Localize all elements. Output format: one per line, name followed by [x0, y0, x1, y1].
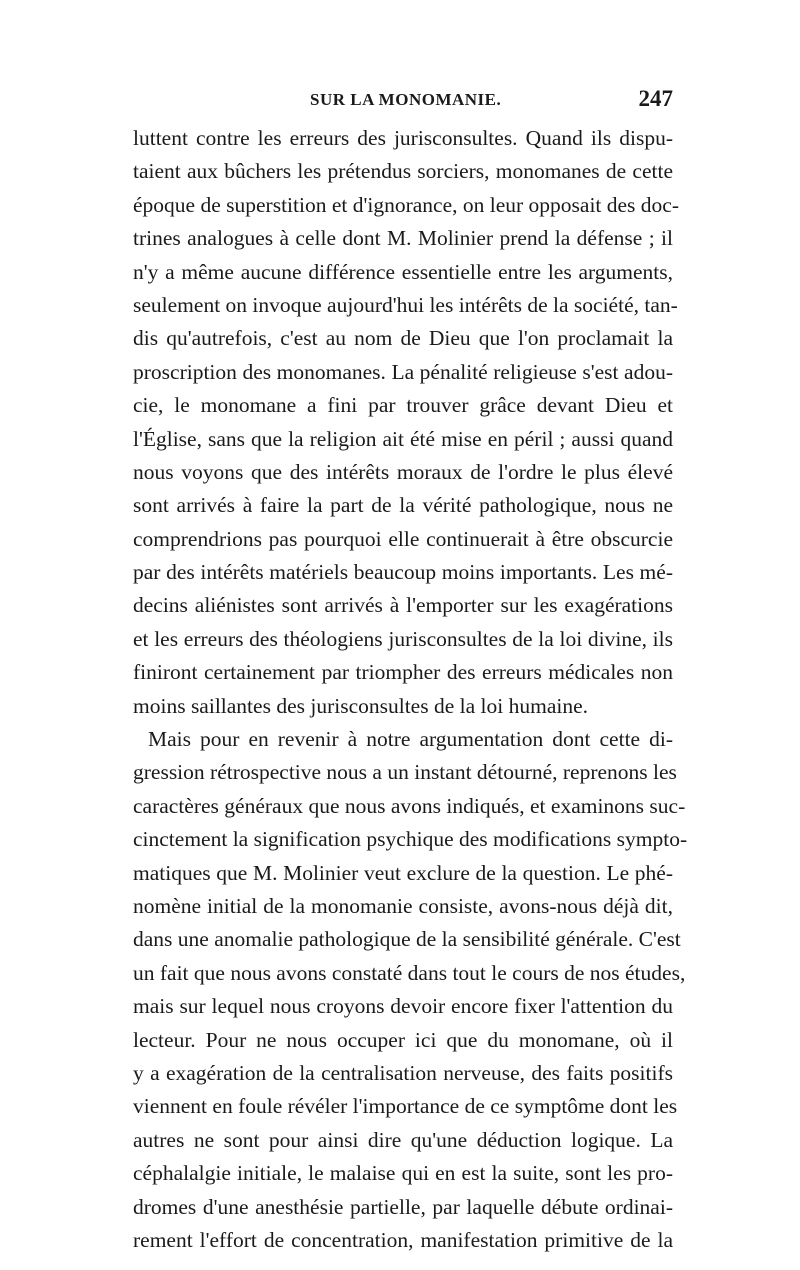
text-line: luttent contre les erreurs des jurisconsultes. Quand ils dispu- [133, 126, 673, 150]
text-line: sont arrivés à faire la part de la vérité pathologique, nous ne [133, 493, 673, 518]
paragraph-1 [133, 122, 680, 723]
text-line: par des intérêts matériels beaucoup moins importants. Les mé- [133, 560, 673, 585]
text-line: cinctement la signification psychique des modifications sympto- [133, 827, 688, 852]
text-line: mais sur lequel nous croyons devoir encore fixer l'attention du [133, 994, 673, 1019]
page-number: 247 [638, 86, 673, 111]
text-line: finiront certainement par triompher des erreurs médicales non [133, 660, 673, 685]
text-line: gression rétrospective nous a un instant détourné, reprenons les [133, 760, 677, 785]
text-line: comprendrions pas pourquoi elle continuerait à être obscurcie [133, 526, 673, 551]
text-line: trines analogues à celle dont M. Molinier prend la défense ; il [133, 226, 673, 251]
running-title: SUR LA MONOMANIE. [310, 90, 502, 109]
text-line: l'Église, sans que la religion ait été mise en péril ; aussi quand [133, 426, 673, 451]
text-line: n'y a même aucune différence essentielle entre les arguments, [133, 259, 673, 284]
text-line: seulement on invoque aujourd'hui les intérêts de la société, tan- [133, 292, 678, 317]
text-line: dis qu'autrefois, c'est au nom de Dieu que l'on proclamait la [133, 326, 673, 351]
text-line: céphalalgie initiale, le malaise qui en est la suite, sont les pro- [133, 1161, 673, 1186]
text-line: caractères généraux que nous avons indiqués, et examinons suc- [133, 793, 686, 818]
text-line: dromes d'une anesthésie partielle, par laquelle débute ordinai- [133, 1194, 673, 1219]
text-line: rement l'effort de concentration, manifestation primitive de la [133, 1227, 673, 1252]
text-line: dans une anomalie pathologique de la sensibilité générale. C'est [133, 927, 681, 952]
text-line: moins saillantes des jurisconsultes de la loi humaine. [133, 693, 589, 718]
text-line: époque de superstition et d'ignorance, on leur opposait des doc- [133, 192, 680, 217]
text-line: nomène initial de la monomanie consiste, avons-nous déjà dit, [133, 893, 673, 918]
text-line: autres ne sont pour ainsi dire qu'une déduction logique. La [133, 1127, 673, 1152]
text-line: lecteur. Pour ne nous occuper ici que du monomane, où il [133, 1027, 673, 1052]
text-line: Mais pour en revenir à notre argumentation dont cette di- [148, 727, 673, 752]
text-line: matiques que M. Molinier veut exclure de la question. Le phé- [133, 860, 673, 885]
text-line: un fait que nous avons constaté dans tout le cours de nos études, [133, 960, 686, 985]
text-line: taient aux bûchers les prétendus sorciers, monomanes de cette [133, 159, 673, 184]
paragraph-2 [133, 723, 688, 1257]
text-line: viennent en foule révéler l'importance de ce symptôme dont les [133, 1094, 678, 1119]
text-line: et les erreurs des théologiens jurisconsultes de la loi divine, ils [133, 626, 673, 651]
text-line: cie, le monomane a fini par trouver grâce devant Dieu et [133, 393, 673, 418]
page-header [133, 86, 673, 120]
body-text [133, 122, 688, 1257]
text-line: nous voyons que des intérêts moraux de l'ordre le plus élevé [133, 459, 673, 484]
text-line: decins aliénistes sont arrivés à l'emporter sur les exagérations [133, 593, 673, 618]
text-line: y a exagération de la centralisation nerveuse, des faits positifs [133, 1060, 673, 1085]
text-line: proscription des monomanes. La pénalité religieuse s'est adou- [133, 359, 673, 384]
